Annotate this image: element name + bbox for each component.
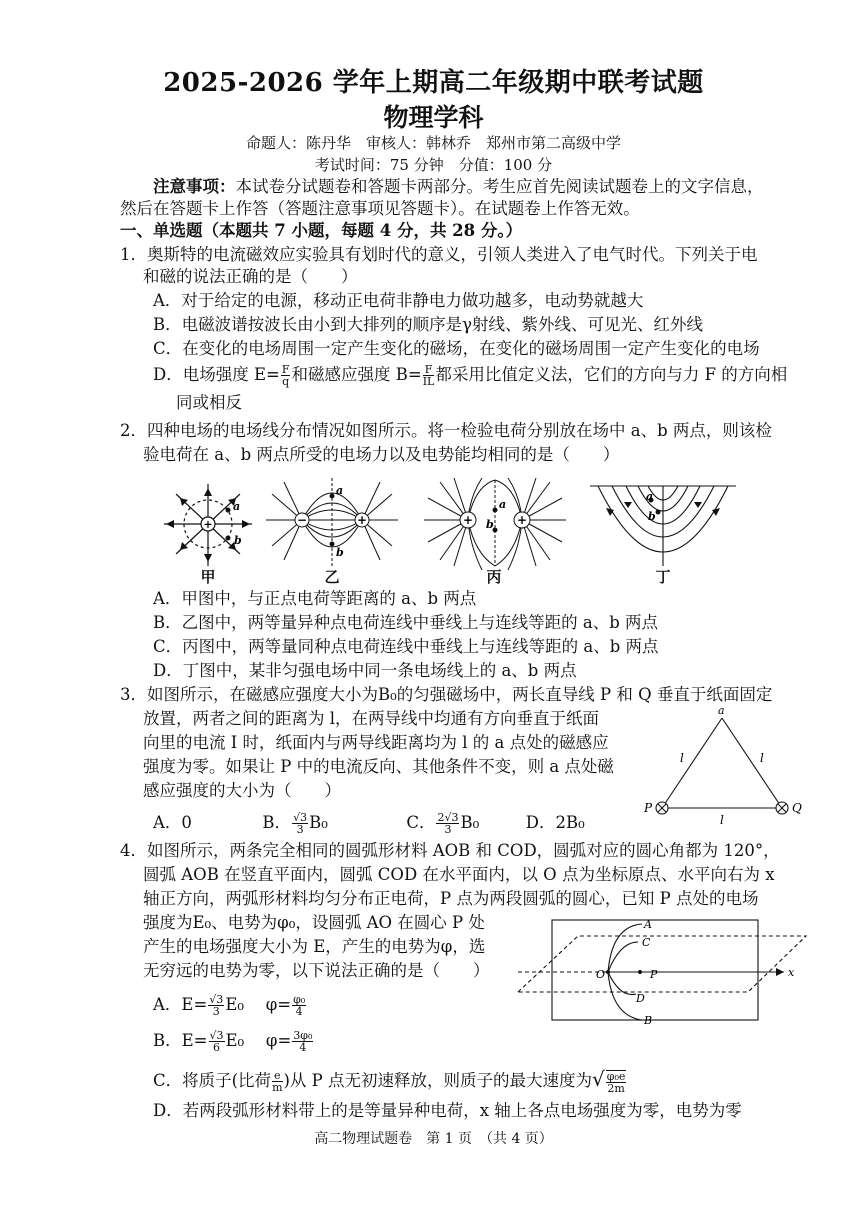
frac-num: e <box>274 1069 281 1082</box>
fig-length-bottom: l <box>720 813 724 827</box>
frac-den: 2m <box>607 1081 625 1095</box>
frac-den: 6 <box>213 1041 220 1054</box>
q4-option-c <box>153 1068 627 1094</box>
q3-b-frac <box>292 812 308 835</box>
q4-option-b <box>153 1030 314 1053</box>
q2-stem-2: 验电荷在 a、b 两点所受的电场力以及电势能均相同的是（ ） <box>143 445 620 464</box>
frac-den: IL <box>422 375 435 388</box>
q4-arc-figure <box>512 916 812 1024</box>
charge-plus: + <box>462 513 474 527</box>
fig-label-ding: 丁 <box>655 568 671 586</box>
q4-a-frac-phi <box>292 994 306 1017</box>
field-figure-yi <box>262 476 402 572</box>
frac-den: 3 <box>296 823 304 836</box>
q2-option-d: D．丁图中，某非匀强电场中同一条电场线上的 a、b 两点 <box>153 661 577 680</box>
q2-stem-1: 2．四种电场的电场线分布情况如图所示。将一检验电荷分别放在场中 a、b 两点，则该检 <box>120 421 772 440</box>
q4-b-frac-e <box>209 1030 225 1053</box>
q4-b-mid: E₀ φ= <box>225 1031 292 1050</box>
point-b: b <box>486 518 494 531</box>
q1-option-d <box>153 364 787 387</box>
sqrt-sign-icon: √ <box>592 1067 605 1091</box>
frac-num: 3φ₀ <box>293 1029 313 1042</box>
q3-options <box>153 812 585 835</box>
q3-stem-1: 3．如图所示，在磁感应强度大小为B₀的匀强磁场中，两长直导线 P 和 Q 垂直于纸面固定 <box>120 685 773 704</box>
notice-line-1 <box>153 176 764 198</box>
q3-option-c <box>406 811 480 836</box>
q4-c-frac-ratio <box>272 1070 282 1093</box>
fig-wire-p: P <box>644 801 653 815</box>
point-b: b <box>648 510 656 523</box>
q2-option-b: B．乙图中，两等量异种点电荷连线中垂线上与连线等距的 a、b 两点 <box>153 613 659 632</box>
fig-origin-o: O <box>596 968 606 981</box>
q1-option-b: B．电磁波谱按波长由小到大排列的顺序是γ射线、紫外线、可见光、红外线 <box>153 315 703 334</box>
section-heading: 一、单选题（本题共 7 小题，每题 4 分，共 28 分。） <box>120 221 523 240</box>
point-a: a <box>233 500 241 513</box>
frac-den: 3 <box>212 1005 220 1018</box>
q1-stem-2: 和磁的说法正确的是（ ） <box>143 267 358 286</box>
q4-stem-5: 产生的电场强度大小为 E，产生的电势为φ，选 <box>143 937 486 956</box>
field-figure-jia <box>158 482 258 572</box>
q4-stem-6: 无穷远的电势为零，以下说法正确的是（ ） <box>143 961 490 980</box>
notice-text-1: 本试卷分试题卷和答题卡两部分。考生应首先阅读试题卷上的文字信息， <box>235 177 764 196</box>
q3-option-b <box>262 811 328 836</box>
q4-b-pre: B．E= <box>153 1031 208 1050</box>
charge-plus: + <box>516 513 528 527</box>
exam-subject: 物理学科 <box>383 103 484 132</box>
frac-den: m <box>272 1081 283 1094</box>
fig-point-a: a <box>718 706 725 717</box>
fig-label-bing: 丙 <box>486 568 502 586</box>
q3-triangle-figure <box>636 706 816 830</box>
fig-wire-q: Q <box>792 801 802 815</box>
frac-num: φ₀ <box>293 993 306 1006</box>
frac-den: q <box>282 375 290 388</box>
exam-title: 2025-2026 学年上期高二年级期中联考试题 <box>163 68 704 98</box>
fig-point-a: A <box>644 918 652 931</box>
fig-axis-x: x <box>788 966 795 979</box>
q3-stem-4: 强度为零。如果让 P 中的电流反向、其他条件不变，则 a 点处磁 <box>143 757 614 776</box>
exam-time-score: 考试时间：75 分钟 分值：100 分 <box>314 156 553 174</box>
exam-authors: 命题人：陈丹华 审核人：韩林乔 郑州市第二高级中学 <box>245 134 621 152</box>
fig-point-d: D <box>636 992 645 1005</box>
frac-num: F <box>423 364 435 376</box>
q2-option-a: A．甲图中，与正点电荷等距离的 a、b 两点 <box>153 589 477 608</box>
q3-c-post: B₀ <box>460 813 480 832</box>
q2-option-c: C．丙图中，两等量同种点电荷连线中垂线上与连线等距的 a、b 两点 <box>153 637 659 656</box>
point-b: b <box>336 546 344 559</box>
q4-c-mid: )从 P 点无初速释放，则质子的最大速度为 <box>283 1071 593 1090</box>
frac-num: √3 <box>209 993 224 1006</box>
charge-plus: + <box>356 513 368 527</box>
q3-stem-5: 感应强度的大小为（ ） <box>143 781 341 800</box>
charge-plus: + <box>203 518 213 531</box>
q3-b-pre: B． <box>262 813 292 832</box>
q4-c-frac-speed <box>606 1070 627 1094</box>
q4-a-frac-e <box>208 994 224 1017</box>
fig-center-p: P <box>650 968 658 981</box>
point-a: a <box>646 490 654 503</box>
q3-stem-2: 放置，两者之间的距离为 l，在两导线中均通有方向垂直于纸面 <box>143 709 600 728</box>
q4-stem-3: 轴正方向，两弧形材料均匀分布正电荷，P 点为两段圆弧的圆心，已知 P 点处的电场 <box>143 889 759 908</box>
point-a: a <box>499 498 507 511</box>
q4-b-frac-phi <box>292 1030 313 1053</box>
field-figure-ding <box>588 478 738 568</box>
field-figure-bing <box>420 476 570 572</box>
q3-c-frac <box>436 812 459 835</box>
fig-point-b: B <box>644 1014 653 1024</box>
q4-a-mid: E₀ φ= <box>225 995 292 1014</box>
fig-length-right: l <box>760 751 764 765</box>
fig-label-jia: 甲 <box>200 568 216 586</box>
point-b: b <box>234 534 242 547</box>
charge-minus: − <box>296 513 308 527</box>
q4-option-a <box>153 994 307 1017</box>
frac-den: 4 <box>295 1005 303 1018</box>
frac-num: φ₀e <box>606 1069 626 1083</box>
q1-d-part-1: D．电场强度 E= <box>153 365 280 384</box>
q1-d-frac-b <box>423 364 435 387</box>
q1-option-c: C．在变化的电场周围一定产生变化的磁场，在变化的磁场周围一定产生变化的电场 <box>153 339 760 358</box>
notice-label: 注意事项： <box>153 177 236 196</box>
frac-num: F <box>281 363 290 376</box>
q3-c-pre: C． <box>406 813 436 832</box>
fig-label-yi: 乙 <box>324 568 340 586</box>
frac-den: 3 <box>444 823 452 836</box>
q4-option-d: D．若两段弧形材料带上的是等量异种电荷，x 轴上各点电场强度为零，电势为零 <box>153 1101 742 1120</box>
frac-den: 4 <box>299 1041 307 1054</box>
frac-num: 2√3 <box>437 811 459 824</box>
page-footer: 高二物理试题卷 第 1 页 （共 4 页） <box>314 1131 553 1147</box>
q1-d-part-3: 都采用比值定义法，它们的方向与力 F 的方向相 <box>435 365 788 384</box>
fig-length-left: l <box>680 751 684 765</box>
frac-num: √3 <box>293 811 308 824</box>
point-a: a <box>336 484 344 497</box>
q4-c-pre: C．将质子(比荷 <box>153 1071 272 1090</box>
q4-stem-1: 4．如图所示，两条完全相同的圆弧形材料 AOB 和 COD，圆弧对应的圆心角都为 120°， <box>120 841 780 860</box>
q1-stem-1: 1．奥斯特的电流磁效应实验具有划时代的意义，引领人类进入了电气时代。下列关于电 <box>120 245 758 264</box>
q1-option-a: A．对于给定的电源，移动正电荷非静电力做功越多，电动势就越大 <box>153 291 644 310</box>
q1-option-d-cont: 同或相反 <box>176 393 242 412</box>
notice-line-2: 然后在答题卡上作答（答题注意事项见答题卡）。在试题卷上作答无效。 <box>120 199 640 218</box>
q4-stem-4: 强度为E₀、电势为φ₀，设圆弧 AO 在圆心 P 处 <box>143 913 485 932</box>
q3-option-d: D．2B₀ <box>525 813 585 832</box>
q3-stem-3: 向里的电流 I 时，纸面内与两导线距离均为 l 的 a 点处的磁感应 <box>143 733 609 752</box>
q4-a-pre: A．E= <box>153 995 208 1014</box>
q1-d-part-2: 和磁感应强度 B= <box>291 365 422 384</box>
fig-point-c: C <box>642 936 651 949</box>
frac-num: √3 <box>209 1029 224 1042</box>
q3-option-a: A．0 <box>153 813 192 832</box>
q1-d-frac-e <box>281 364 291 387</box>
q3-b-post: B₀ <box>309 813 328 832</box>
q4-stem-2: 圆弧 AOB 在竖直平面内，圆弧 COD 在水平面内，以 O 点为坐标原点、水平向右为 x <box>143 865 775 884</box>
